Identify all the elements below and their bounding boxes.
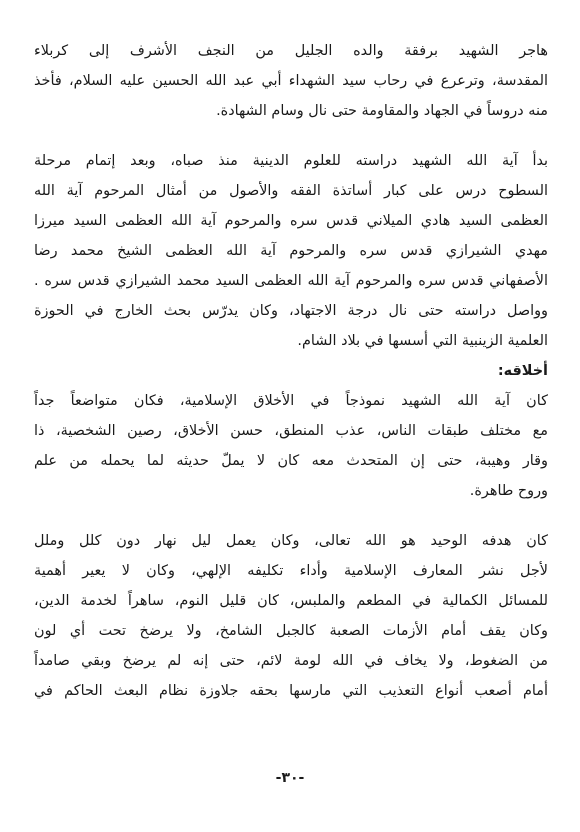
text-line: مهدي الشيرازي قدس سره والمرحوم آية الله العظمى الشيخ محمد رضا xyxy=(34,243,548,259)
paragraph-4 xyxy=(34,526,548,706)
text-line: هاجر الشهيد برفقة والده الجليل من النجف الأشرف إلى كربلاء xyxy=(34,43,548,59)
text-line: مع مختلف طبقات الناس، عذب المنطق، حسن الأخلاق، رصين الشخصية، ذا xyxy=(34,423,548,439)
text-line: وقار وهيبة، حتى إن المتحدث معه كان لا يملّ حديثه لما يحمله من علم xyxy=(34,453,548,469)
section-heading: أخلاقه: xyxy=(497,363,548,379)
text-line: وكان يقف أمام الأزمات الصعبة كالجبل الشامخ، ولا يرضخ تحت أي لون xyxy=(34,623,548,639)
text-line: العلمية الزينبية التي أسسها في بلاد الشام. xyxy=(297,333,548,349)
text-line: أمام أصعب أنواع التعذيب التي مارسها بحقه جلاوزة نظام البعث الحاكم في xyxy=(34,683,548,699)
text-line: للمسائل الكمالية في المطعم والملبس، كان قليل النوم، ساهراً لخدمة الدين، xyxy=(34,593,548,609)
text-line: المقدسة، وترعرع في رحاب سيد الشهداء أبي عبد الله الحسين عليه السلام، فأخذ xyxy=(34,73,548,89)
paragraph-3 xyxy=(34,386,548,506)
text-line: كان هدفه الوحيد هو الله تعالى، وكان يعمل ليل نهار دون كلل وملل xyxy=(34,533,548,549)
text-line: بدأ آية الله الشهيد دراسته للعلوم الدينية منذ صباه، وبعد إتمام مرحلة xyxy=(34,153,548,169)
paragraph-1 xyxy=(34,36,548,126)
paragraph-2 xyxy=(34,146,548,356)
paragraph-gap xyxy=(34,506,548,526)
text-line: كان آية الله الشهيد نموذجاً في الأخلاق الإسلامية، فكان متواضعاً جداً xyxy=(34,393,548,409)
text-line: من الضغوط، ولا يخاف في الله لومة لائم، حتى إنه لم يرضخ وبقي صامداً xyxy=(34,653,548,669)
text-line: العظمى السيد هادي الميلاني قدس سره والمرحوم آية الله العظمى السيد ميرزا xyxy=(34,213,548,229)
paragraph-gap xyxy=(34,126,548,146)
text-line: وواصل دراسته حتى نال درجة الاجتهاد، وكان يدرّس بحث الخارج في الحوزة xyxy=(34,303,548,319)
text-line: منه دروساً في الجهاد والمقاومة حتى نال وسام الشهادة. xyxy=(216,103,548,119)
text-line: الأصفهاني قدس سره والمرحوم آية الله العظمى السيد محمد الشيرازي قدس سره . xyxy=(34,273,548,289)
page-number: -٣٠- xyxy=(275,770,305,786)
page-body xyxy=(34,36,548,706)
text-line: لأجل نشر المعارف الإسلامية وأداء تكليفه الإلهي، وكان لا يعير أهمية xyxy=(34,563,548,579)
text-line: وروح طاهرة. xyxy=(469,483,548,499)
text-line: السطوح درس على كبار أساتذة الفقه والأصول من أمثال المرحوم آية الله xyxy=(34,183,548,199)
